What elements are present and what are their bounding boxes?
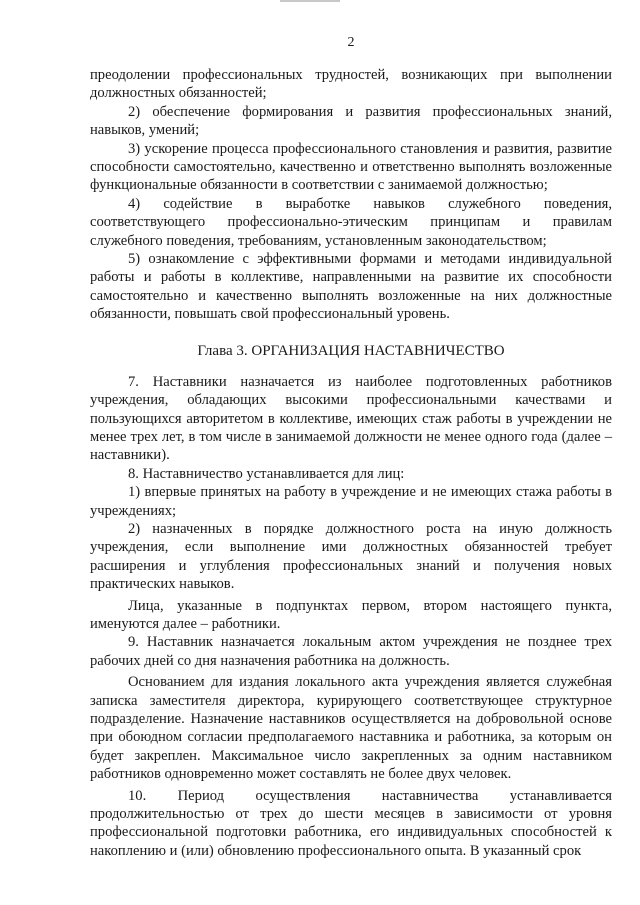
paragraph: 7. Наставники назначается из наиболее подготовленных работников учреждения, обладающих высокими профессиональными качествами и пользующихся авторитетом в коллективе, имеющих стаж работы в учреждении не менее трех лет, в том числе в занимаемой должности не менее одного года (далее – наставники).: [90, 373, 612, 464]
paragraph: 8. Наставничество устанавливается для лиц:: [128, 465, 405, 482]
paragraph: Лица, указанные в подпунктах первом, втором настоящего пункта, именуются далее – работники.: [90, 597, 612, 632]
list-item: 2) обеспечение формирования и развития профессиональных знаний, навыков, умений;: [90, 103, 612, 139]
paragraph: преодолении профессиональных трудностей, возникающих при выполнении должностных обязанностей;: [90, 67, 612, 102]
page-number: 2: [347, 35, 355, 50]
list-item: 1) впервые принятых на работу в учреждение и не имеющих стажа работы в учреждениях;: [90, 484, 612, 519]
list-item: 5) ознакомление с эффективными формами и методами индивидуальной работы и работы в коллективе, направленными на развитие их способности самостоятельно и качественно выполнять возложенные на них должностные обязанности, повышать свой профессиональный уровень.: [90, 251, 612, 323]
list-item: 2) назначенных в порядке должностного роста на иную должность учреждения, если выполнение ими должностных обязанностей требует расширения и углубления профессиональных знаний и получения новых практических навыков.: [90, 520, 612, 593]
list-item: 4) содействие в выработке навыков служебного поведения, соответствующего профессионально-этическим принципам и правилам служебного поведения, требованиям, установленным законодательством;: [90, 195, 612, 249]
list-item: 3) ускорение процесса профессионального становления и развития, развитие способности самостоятельно, качественно и ответственно выполнять возложенные функциональные обязанности в соответствии с занимаемой должностью;: [90, 140, 612, 194]
scan-edge-mark: [280, 0, 340, 2]
paragraph: 10. Период осуществления наставничества устанавливается продолжительностью от трех до шести месяцев в зависимости от уровня профессиональной подготовки работника, его индивидуальных способностей к накоплению и (или) обновлению профессионального опыта. В указанный срок: [90, 787, 612, 859]
chapter-heading: Глава 3. ОРГАНИЗАЦИЯ НАСТАВНИЧЕСТВО: [197, 342, 505, 359]
paragraph: Основанием для издания локального акта учреждения является служебная записка заместителя директора, курирующего соответствующее структурное подразделение. Назначение наставников осуществляется на добровольной основе при обоюдном согласии предполагаемого наставника и работника, за которым он будет закреплен. Максимальное число закрепленных за одним наставником работников одновременно может составлять не более двух человек.: [90, 674, 612, 783]
paragraph: 9. Наставник назначается локальным актом учреждения не позднее трех рабочих дней со дня назначения работника на должность.: [90, 634, 612, 669]
